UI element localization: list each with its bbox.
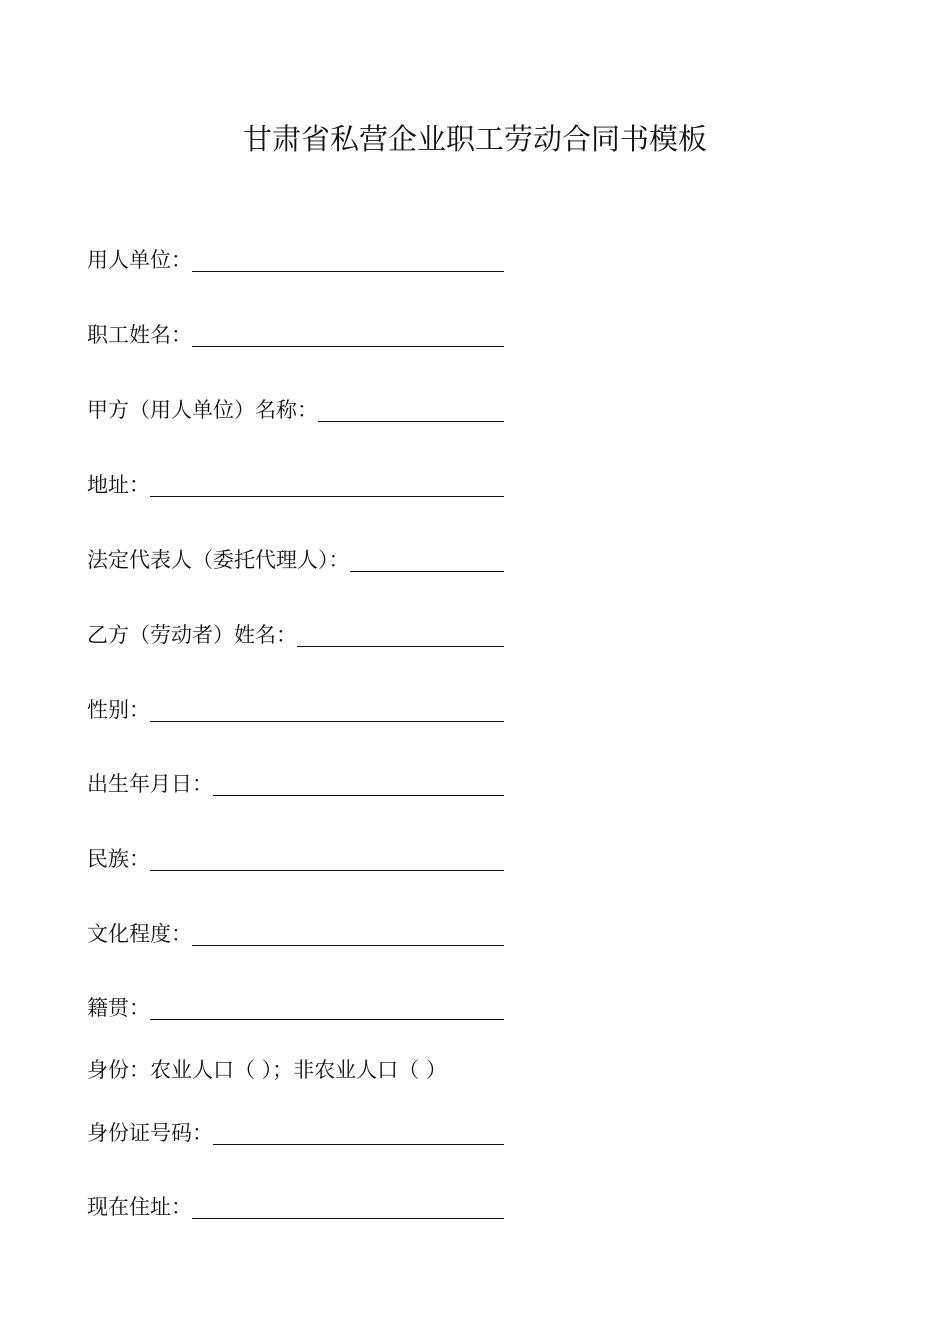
field-label: 籍贯： [87,996,150,1020]
blank-line[interactable] [150,474,504,497]
field-current-address [87,1190,504,1222]
field-employee-name [87,318,504,350]
field-label: 文化程度： [87,922,192,946]
field-label: 乙方（劳动者）姓名： [87,623,297,647]
field-party-b-name [87,618,504,650]
field-native-place [87,991,504,1023]
identity-options[interactable]: 身份：农业人口（ ）；非农业人口（ ） [87,1058,447,1082]
blank-line[interactable] [350,549,505,572]
blank-line[interactable] [318,399,504,422]
field-gender [87,693,504,725]
blank-line[interactable] [192,1196,504,1219]
blank-line[interactable] [150,848,504,871]
field-party-a-name [87,393,504,425]
field-ethnicity [87,842,504,874]
blank-line[interactable] [150,997,504,1020]
field-address [87,468,504,500]
field-label: 甲方（用人单位）名称： [87,398,318,422]
field-label: 法定代表人（委托代理人）： [87,548,350,572]
field-label: 地址： [87,473,150,497]
field-id-number [87,1116,504,1148]
field-employer [87,243,504,275]
document-title: 甘肃省私营企业职工劳动合同书模板 [242,122,707,156]
blank-line[interactable] [213,773,504,796]
field-education [87,917,504,949]
blank-line[interactable] [192,324,504,347]
field-label: 职工姓名： [87,323,192,347]
blank-line[interactable] [150,699,504,722]
field-label: 性别： [87,698,150,722]
blank-line[interactable] [297,624,504,647]
field-label: 出生年月日： [87,772,213,796]
field-birth-date [87,767,504,799]
blank-line[interactable] [213,1122,504,1145]
field-legal-representative [87,543,504,575]
blank-line[interactable] [192,249,504,272]
field-label: 现在住址： [87,1195,192,1219]
field-label: 用人单位： [87,248,192,272]
field-label: 身份证号码： [87,1121,213,1145]
blank-line[interactable] [192,923,504,946]
field-label: 民族： [87,847,150,871]
